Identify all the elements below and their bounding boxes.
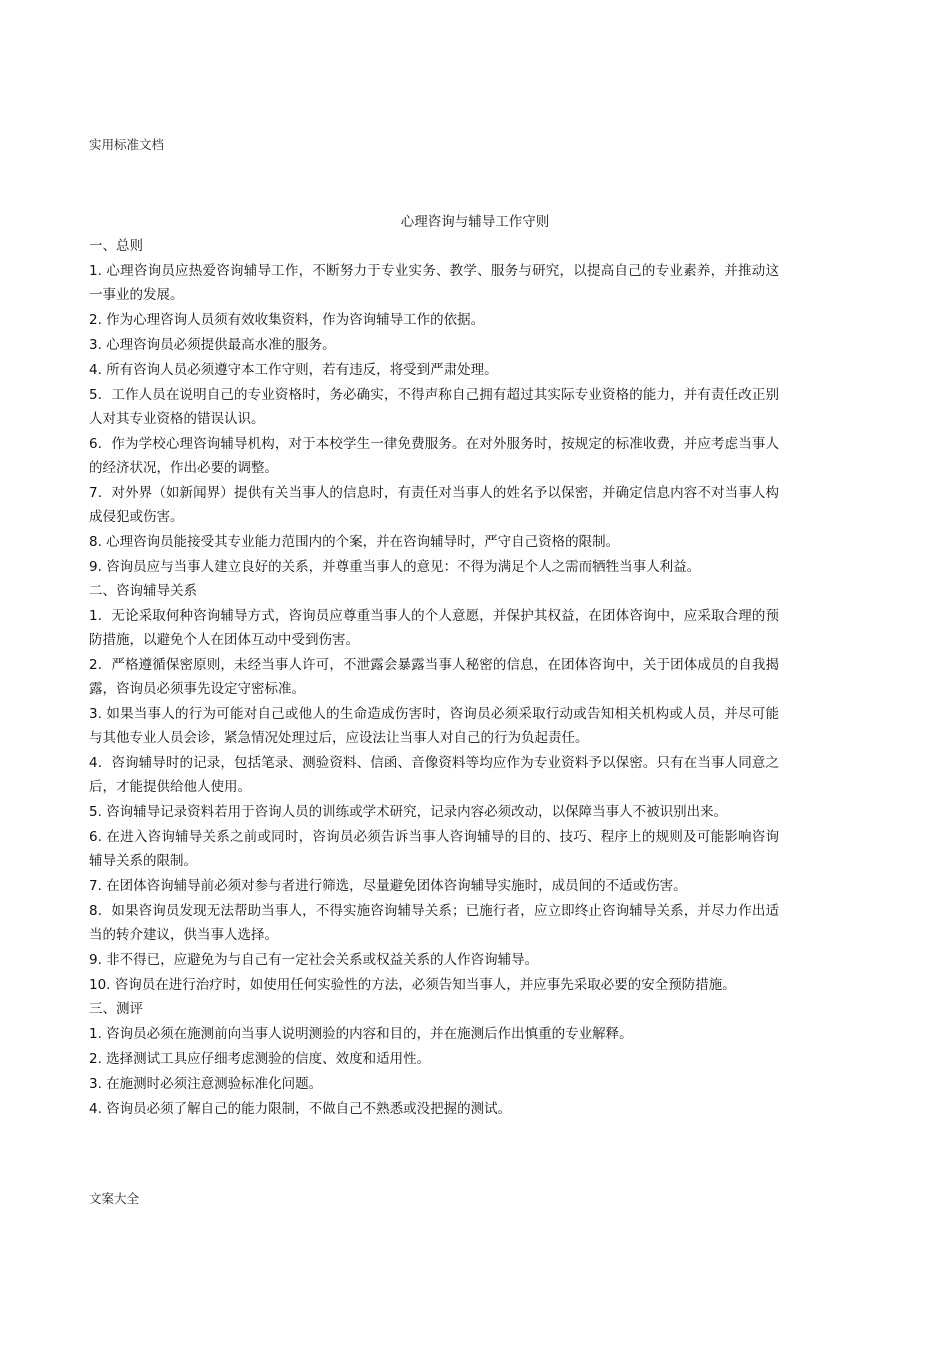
section-heading-counseling-relationship: 二、咨询辅导关系 — [89, 583, 197, 599]
list-item: 5．工作人员在说明自己的专业资格时，务必确实，不得声称自己拥有超过其实际专业资格的能力，并有责任改正别人对其专业资格的错误认识。 — [89, 387, 779, 427]
page-header-note: 实用标准文档 — [89, 137, 165, 152]
list-item: 6．作为学校心理咨询辅导机构，对于本校学生一律免费服务。在对外服务时，按规定的标准收费，并应考虑当事人的经济状况，作出必要的调整。 — [89, 436, 779, 476]
list-item: 6. 在进入咨询辅导关系之前或同时，咨询员必须告诉当事人咨询辅导的目的、技巧、程序上的规则及可能影响咨询辅导关系的限制。 — [89, 829, 779, 869]
list-item: 1．无论采取何种咨询辅导方式，咨询员应尊重当事人的个人意愿，并保护其权益，在团体咨询中，应采取合理的预防措施，以避免个人在团体互动中受到伤害。 — [89, 608, 779, 648]
page-footer-note: 文案大全 — [89, 1191, 140, 1206]
list-item: 3. 在施测时必须注意测验标准化问题。 — [89, 1076, 323, 1092]
list-item: 9. 咨询员应与当事人建立良好的关系，并尊重当事人的意见：不得为满足个人之需而牺牲当事人利益。 — [89, 559, 701, 575]
section-heading-assessment: 三、测评 — [89, 1001, 143, 1017]
list-item: 10. 咨询员在进行治疗时，如使用任何实验性的方法，必须告知当事人，并应事先采取必要的安全预防措施。 — [89, 977, 736, 993]
document-body — [89, 235, 779, 1122]
list-item: 7．对外界（如新闻界）提供有关当事人的信息时，有责任对当事人的姓名予以保密，并确定信息内容不对当事人构成侵犯或伤害。 — [89, 485, 779, 525]
list-item: 2. 作为心理咨询人员须有效收集资料，作为咨询辅导工作的依据。 — [89, 312, 485, 328]
section-heading-general: 一、总则 — [89, 238, 143, 254]
list-item: 2．严格遵循保密原则，未经当事人许可，不泄露会暴露当事人秘密的信息，在团体咨询中，关于团体成员的自我揭露，咨询员必须事先设定守密标准。 — [89, 657, 779, 697]
list-item: 8．如果咨询员发现无法帮助当事人，不得实施咨询辅导关系；已施行者，应立即终止咨询辅导关系，并尽力作出适当的转介建议，供当事人选择。 — [89, 903, 779, 943]
list-item: 4. 咨询员必须了解自己的能力限制，不做自己不熟悉或没把握的测试。 — [89, 1101, 512, 1117]
list-item: 8. 心理咨询员能接受其专业能力范围内的个案，并在咨询辅导时，严守自己资格的限制。 — [89, 534, 620, 550]
list-item: 1. 心理咨询员应热爱咨询辅导工作，不断努力于专业实务、教学、服务与研究，以提高自己的专业素养，并推动这一事业的发展。 — [89, 263, 779, 303]
list-item: 7. 在团体咨询辅导前必须对参与者进行筛选，尽量避免团体咨询辅导实施时，成员间的不适或伤害。 — [89, 878, 687, 894]
list-item: 3. 如果当事人的行为可能对自己或他人的生命造成伤害时，咨询员必须采取行动或告知相关机构或人员，并尽可能与其他专业人员会诊，紧急情况处理过后，应设法让当事人对自己的行为负起责任。 — [89, 706, 779, 746]
document-title: 心理咨询与辅导工作守则 — [400, 214, 550, 230]
list-item: 5. 咨询辅导记录资料若用于咨询人员的训练或学术研究，记录内容必须改动，以保障当事人不被识别出来。 — [89, 804, 728, 820]
list-item: 4. 所有咨询人员必须遵守本工作守则，若有违反，将受到严肃处理。 — [89, 362, 498, 378]
list-item: 3. 心理咨询员必须提供最高水准的服务。 — [89, 337, 336, 353]
list-item: 4．咨询辅导时的记录，包括笔录、测验资料、信函、音像资料等均应作为专业资料予以保密。只有在当事人同意之后，才能提供给他人使用。 — [89, 755, 779, 795]
list-item: 2. 选择测试工具应仔细考虑测验的信度、效度和适用性。 — [89, 1051, 431, 1067]
list-item: 9. 非不得已，应避免为与自己有一定社会关系或权益关系的人作咨询辅导。 — [89, 952, 539, 968]
list-item: 1. 咨询员必须在施测前向当事人说明测验的内容和目的，并在施测后作出慎重的专业解释。 — [89, 1026, 633, 1042]
